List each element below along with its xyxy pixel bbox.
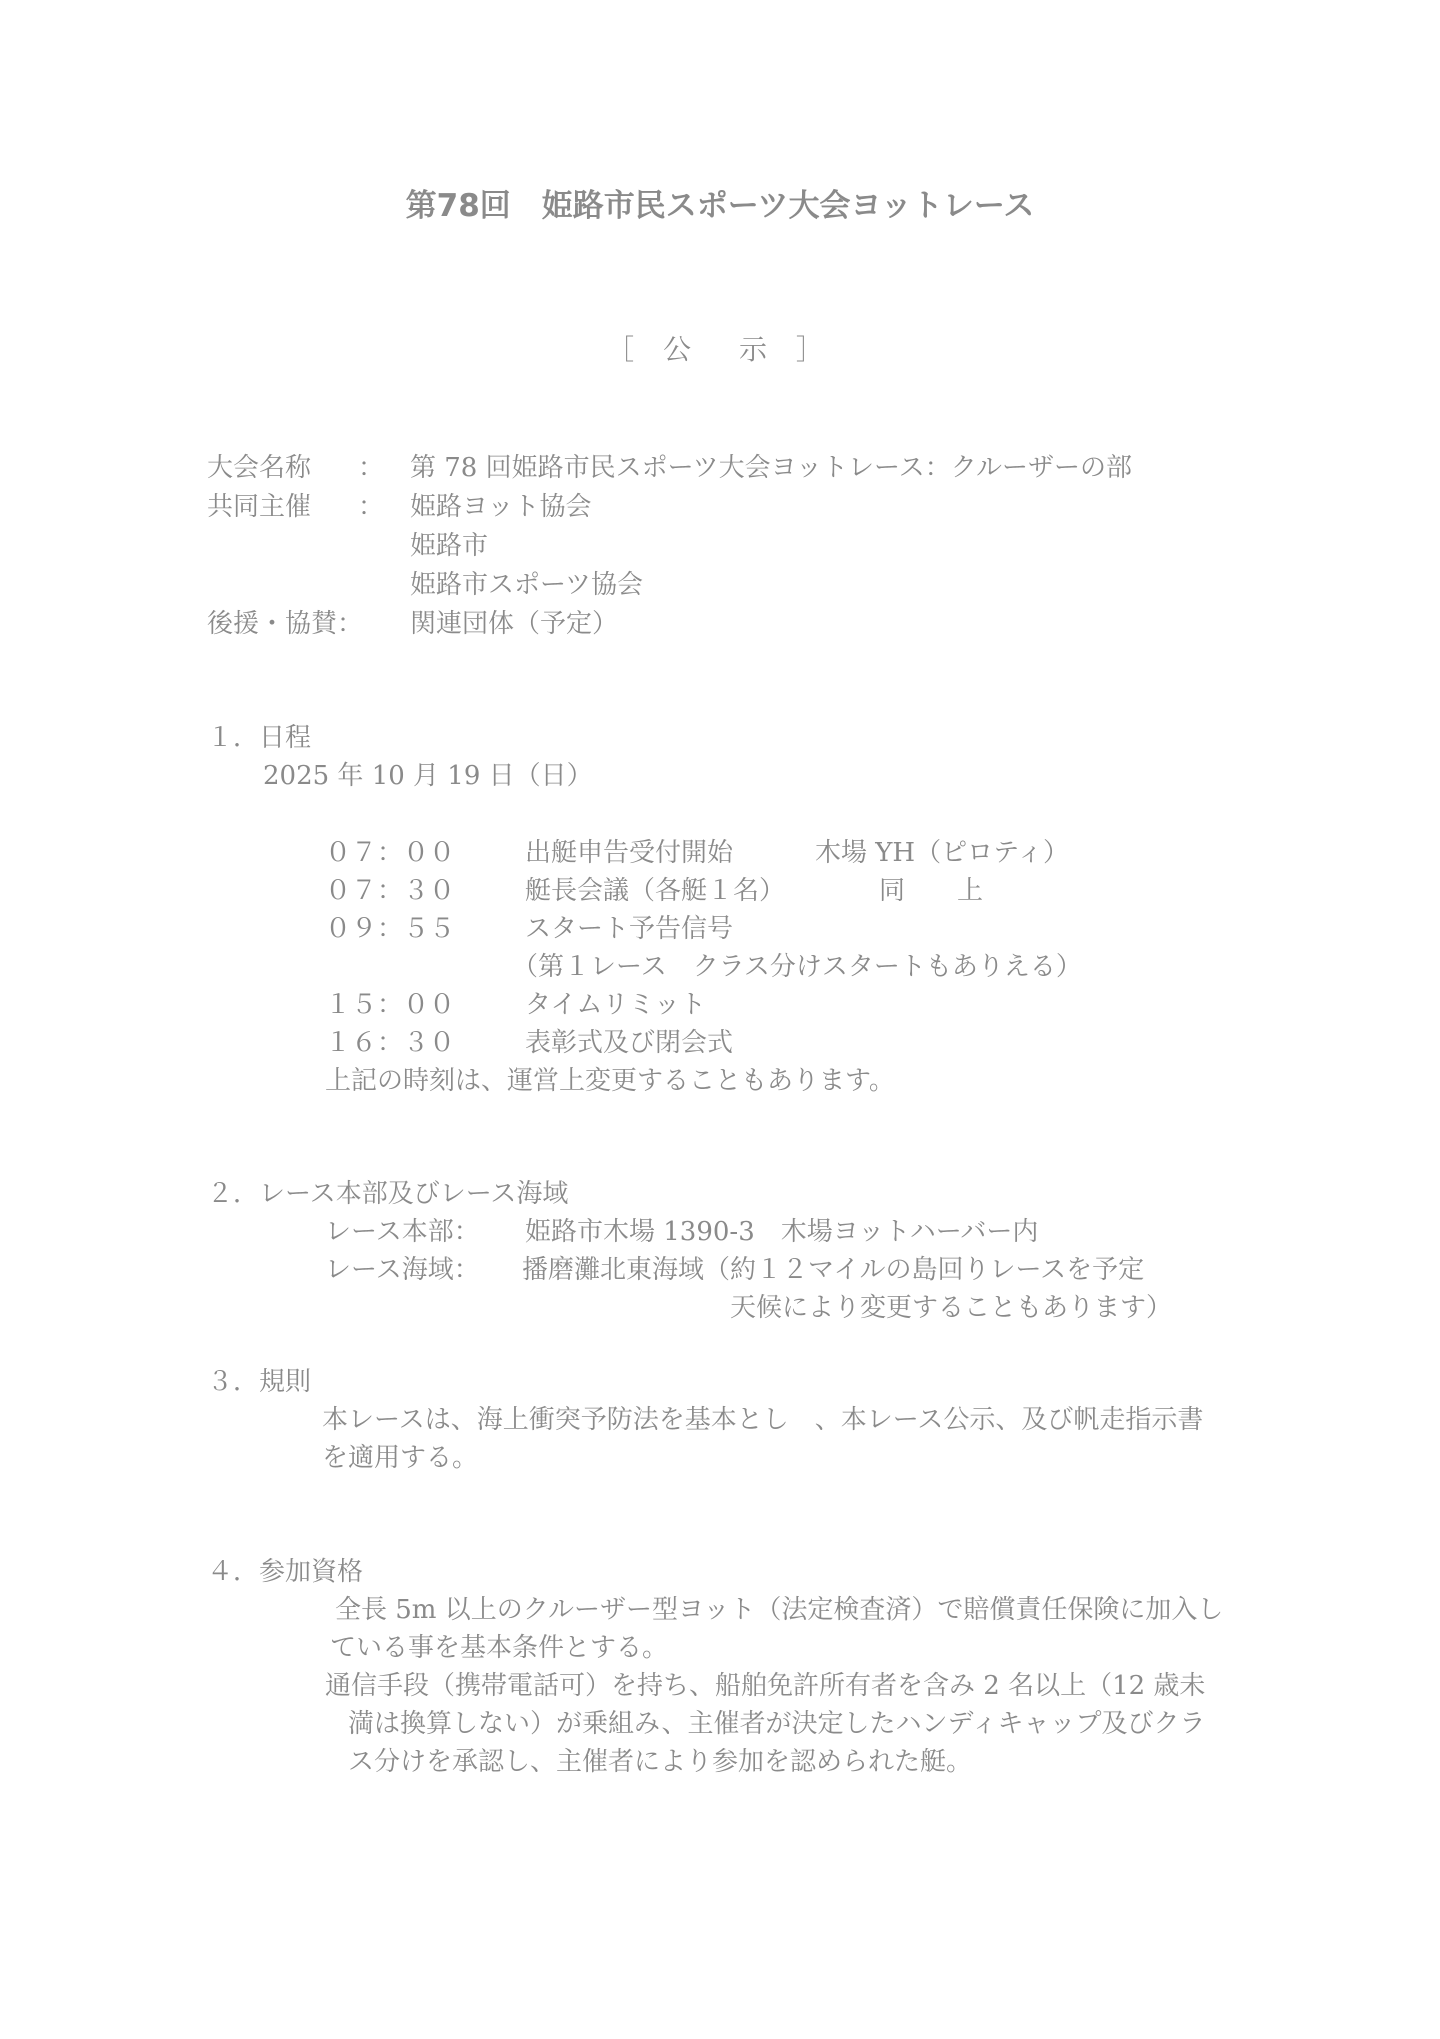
hosts-colon: ： [358,492,385,522]
section-1-heading: １．日程 [207,723,312,753]
race-area-value: 播磨灘北東海域（約１２マイルの島回りレースを予定 [522,1255,1145,1285]
notice-heading: ［ 公 示 ］ [606,333,834,366]
eligibility-text: ス分けを承認し、主催者により参加を認められた艇。 [348,1747,973,1777]
eligibility-text: ている事を基本条件とする。 [330,1633,669,1663]
rules-text: 本レースは、海上衝突予防法を基本とし 、本レース公示、及び帆走指示書 [322,1405,1204,1435]
schedule-event: スタート予告信号 [525,914,734,944]
section-4-heading: ４．参加資格 [207,1557,364,1587]
race-area-value-cont: 天候により変更することもあります） [730,1293,1173,1323]
host-item: 姫路市 [410,531,489,561]
event-name-colon: ： [358,453,385,483]
host-item: 姫路ヨット協会 [410,492,592,522]
race-hq-value: 姫路市木場 1390-3 木場ヨットハーバー内 [525,1217,1039,1247]
schedule-time: １５：００ [325,990,456,1020]
eligibility-text: 通信手段（携帯電話可）を持ち、船舶免許所有者を含み 2 名以上（12 歳未 [325,1671,1206,1701]
schedule-time: １６：３０ [325,1028,456,1058]
schedule-place: 木場 YH（ピロティ） [815,838,1070,868]
event-name-label: 大会名称 [207,453,312,483]
schedule-place: 同 上 [879,876,984,906]
schedule-time: ０９：５５ [325,914,456,944]
schedule-event: 出艇申告受付開始 [525,838,734,868]
event-name-value: 第 78 回姫路市民スポーツ大会ヨットレース：クルーザーの部 [410,453,1132,483]
race-area-label: レース海域： [325,1255,480,1285]
schedule-note: 上記の時刻は、運営上変更することもあります。 [325,1066,895,1096]
schedule-time: ０７：３０ [325,876,456,906]
support-label: 後援・協賛： [207,609,364,639]
schedule-time: ０７：００ [325,838,456,868]
schedule-event: 艇長会議（各艇１名） [525,876,786,906]
eligibility-text: 全長 5m 以上のクルーザー型ヨット（法定検査済）で賠償責任保険に加入し [335,1595,1224,1625]
schedule-event: 表彰式及び閉会式 [525,1028,734,1058]
section-3-heading: ３．規則 [207,1367,312,1397]
section-2-heading: ２．レース本部及びレース海域 [207,1179,569,1209]
race-hq-label: レース本部： [325,1217,480,1247]
event-date: 2025 年 10 月 19 日（日） [263,761,593,791]
host-item: 姫路市スポーツ協会 [410,570,643,600]
eligibility-text: 満は換算しない）が乗組み、主催者が決定したハンディキャップ及びクラ [348,1709,1206,1739]
schedule-event: タイムリミット [525,990,706,1020]
document-title: 第78回 姫路市民スポーツ大会ヨットレース [405,188,1035,224]
schedule-event-note: （第１レース クラス分けスタートもありえる） [512,952,1082,982]
hosts-label: 共同主催 [207,492,312,522]
rules-text: を適用する。 [322,1443,479,1473]
support-value: 関連団体（予定） [410,609,619,639]
